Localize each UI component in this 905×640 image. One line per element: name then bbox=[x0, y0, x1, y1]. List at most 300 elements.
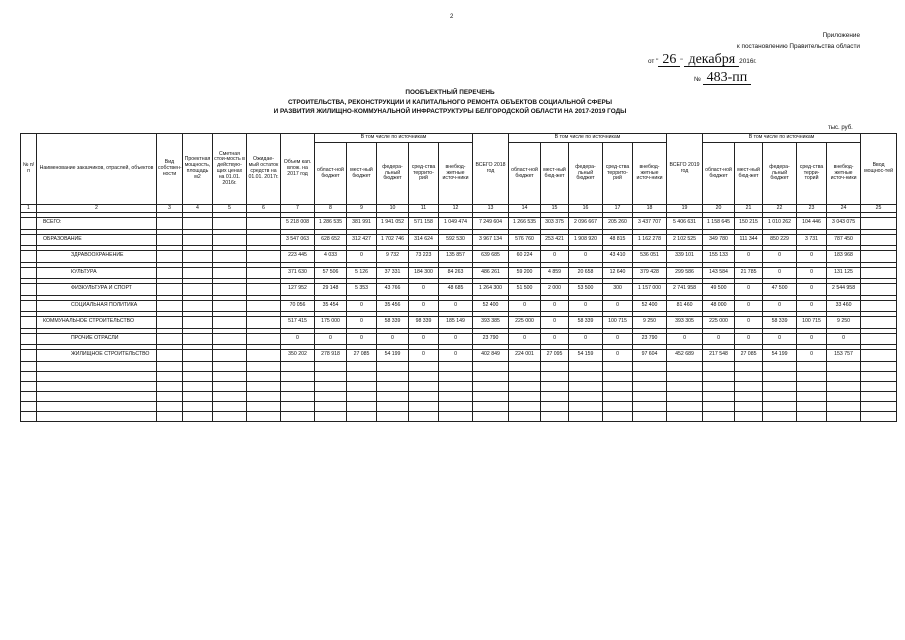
header-extrabudget-2019: внебюд-жетные источ-ники bbox=[827, 143, 861, 205]
value-cell: 314 624 bbox=[409, 234, 439, 246]
table-row bbox=[21, 317, 897, 329]
value-cell: 2 000 bbox=[541, 284, 569, 296]
value-cell: 0 bbox=[439, 300, 473, 312]
value-cell: 57 506 bbox=[315, 267, 347, 279]
value-cell: 350 202 bbox=[281, 350, 315, 362]
value-cell: 3 967 134 bbox=[473, 234, 509, 246]
empty-cell bbox=[603, 411, 633, 421]
date-day: 26 bbox=[658, 54, 680, 67]
empty-cell bbox=[509, 411, 541, 421]
value-cell: 300 bbox=[603, 284, 633, 296]
row-name: КУЛЬТУРА bbox=[37, 267, 157, 279]
empty-cell bbox=[157, 317, 183, 329]
table-body bbox=[21, 205, 897, 422]
empty-cell bbox=[569, 391, 603, 401]
value-cell: 59 200 bbox=[509, 267, 541, 279]
empty-cell bbox=[347, 401, 377, 411]
empty-cell bbox=[667, 401, 703, 411]
date-quote: " bbox=[680, 58, 683, 65]
empty-cell bbox=[213, 234, 247, 246]
value-cell: 23 790 bbox=[633, 333, 667, 345]
header-federal-2019: федера-льный бюджет bbox=[763, 143, 797, 205]
empty-cell bbox=[213, 401, 247, 411]
value-cell: 111 344 bbox=[735, 234, 763, 246]
empty-cell bbox=[213, 381, 247, 391]
value-cell bbox=[861, 218, 897, 230]
column-number: 19 bbox=[667, 205, 703, 213]
value-cell: 0 bbox=[541, 333, 569, 345]
value-cell: 2 544 958 bbox=[827, 284, 861, 296]
empty-cell bbox=[541, 401, 569, 411]
empty-cell bbox=[315, 371, 347, 381]
empty-cell bbox=[827, 381, 861, 391]
value-cell: 9 732 bbox=[377, 251, 409, 263]
header-num: № п/п bbox=[21, 134, 37, 205]
column-number: 2 bbox=[37, 205, 157, 213]
value-cell: 850 229 bbox=[763, 234, 797, 246]
value-cell: 5 406 631 bbox=[667, 218, 703, 230]
value-cell: 98 339 bbox=[409, 317, 439, 329]
value-cell: 27 085 bbox=[735, 350, 763, 362]
empty-cell bbox=[157, 350, 183, 362]
value-cell: 217 548 bbox=[703, 350, 735, 362]
empty-cell bbox=[735, 401, 763, 411]
empty-cell bbox=[247, 218, 281, 230]
empty-cell bbox=[861, 361, 897, 371]
value-cell bbox=[861, 333, 897, 345]
empty-cell bbox=[861, 381, 897, 391]
table-row bbox=[21, 218, 897, 230]
empty-cell bbox=[183, 401, 213, 411]
column-number: 25 bbox=[861, 205, 897, 213]
empty-cell bbox=[569, 401, 603, 411]
empty-cell bbox=[37, 381, 157, 391]
value-cell: 3 547 063 bbox=[281, 234, 315, 246]
appendix-decree: к постановлению Правительства области bbox=[736, 42, 860, 50]
empty-cell bbox=[603, 371, 633, 381]
empty-cell bbox=[213, 251, 247, 263]
empty-cell bbox=[763, 381, 797, 391]
value-cell bbox=[861, 251, 897, 263]
empty-row bbox=[21, 411, 897, 421]
value-cell: 628 652 bbox=[315, 234, 347, 246]
value-cell: 576 760 bbox=[509, 234, 541, 246]
value-cell: 571 158 bbox=[409, 218, 439, 230]
number-sign: № bbox=[694, 76, 701, 83]
empty-cell bbox=[861, 391, 897, 401]
row-number-cell bbox=[21, 251, 37, 263]
date-prefix: от " bbox=[648, 58, 659, 65]
empty-cell bbox=[473, 371, 509, 381]
empty-cell bbox=[667, 371, 703, 381]
empty-cell bbox=[633, 371, 667, 381]
empty-cell bbox=[763, 361, 797, 371]
empty-cell bbox=[213, 317, 247, 329]
value-cell: 225 000 bbox=[509, 317, 541, 329]
empty-cell bbox=[827, 401, 861, 411]
value-cell: 58 339 bbox=[569, 317, 603, 329]
value-cell: 143 584 bbox=[703, 267, 735, 279]
empty-cell bbox=[603, 391, 633, 401]
value-cell: 27 085 bbox=[347, 350, 377, 362]
column-number: 16 bbox=[569, 205, 603, 213]
value-cell: 393 385 bbox=[473, 317, 509, 329]
appendix-block bbox=[660, 31, 860, 52]
empty-cell bbox=[183, 350, 213, 362]
value-cell: 1 266 535 bbox=[509, 218, 541, 230]
date-month: декабря bbox=[684, 54, 739, 67]
empty-cell bbox=[667, 411, 703, 421]
value-cell: 5 218 008 bbox=[281, 218, 315, 230]
header-territory-2019: сред-ства терри-торий bbox=[797, 143, 827, 205]
empty-cell bbox=[703, 411, 735, 421]
column-number: 14 bbox=[509, 205, 541, 213]
empty-cell bbox=[183, 251, 213, 263]
column-number: 8 bbox=[315, 205, 347, 213]
header-local-2017: мест-ный бюджет bbox=[347, 143, 377, 205]
value-cell: 0 bbox=[509, 333, 541, 345]
empty-cell bbox=[157, 333, 183, 345]
empty-cell bbox=[633, 381, 667, 391]
empty-cell bbox=[281, 411, 315, 421]
header-regional-2017: област-ной бюджет bbox=[315, 143, 347, 205]
empty-cell bbox=[183, 218, 213, 230]
table-row bbox=[21, 333, 897, 345]
empty-cell bbox=[703, 361, 735, 371]
empty-cell bbox=[827, 391, 861, 401]
value-cell: 97 604 bbox=[633, 350, 667, 362]
value-cell: 52 400 bbox=[633, 300, 667, 312]
table-header bbox=[21, 134, 897, 205]
value-cell: 54 199 bbox=[763, 350, 797, 362]
value-cell: 0 bbox=[541, 251, 569, 263]
header-regional-2019: област-ной бюджет bbox=[703, 143, 735, 205]
document-subtitle-2: И РАЗВИТИЯ ЖИЛИЩНО-КОММУНАЛЬНОЙ ИНФРАСТРУКТУРЫ БЕЛГОРОДСКОЙ ОБЛАСТИ НА 2017-2019 ГОДЫ bbox=[273, 108, 627, 115]
value-cell bbox=[861, 284, 897, 296]
value-cell: 0 bbox=[763, 300, 797, 312]
empty-cell bbox=[763, 371, 797, 381]
empty-cell bbox=[281, 371, 315, 381]
empty-cell bbox=[183, 284, 213, 296]
empty-cell bbox=[667, 391, 703, 401]
value-cell: 0 bbox=[703, 333, 735, 345]
value-cell: 517 415 bbox=[281, 317, 315, 329]
value-cell: 2 102 525 bbox=[667, 234, 703, 246]
empty-cell bbox=[157, 234, 183, 246]
value-cell: 0 bbox=[439, 350, 473, 362]
row-name: ПРОЧИЕ ОТРАСЛИ bbox=[37, 333, 157, 345]
empty-row bbox=[21, 391, 897, 401]
date-year: 2016г. bbox=[739, 58, 757, 65]
value-cell: 0 bbox=[439, 333, 473, 345]
empty-cell bbox=[281, 381, 315, 391]
header-local-2018: мест-ный бюд-жет bbox=[541, 143, 569, 205]
empty-cell bbox=[861, 401, 897, 411]
value-cell: 1 702 746 bbox=[377, 234, 409, 246]
empty-cell bbox=[213, 350, 247, 362]
value-cell: 37 331 bbox=[377, 267, 409, 279]
empty-cell bbox=[37, 401, 157, 411]
empty-cell bbox=[157, 284, 183, 296]
value-cell: 224 001 bbox=[509, 350, 541, 362]
value-cell: 0 bbox=[541, 317, 569, 329]
value-cell: 299 586 bbox=[667, 267, 703, 279]
empty-cell bbox=[377, 361, 409, 371]
value-cell: 155 133 bbox=[703, 251, 735, 263]
row-number-cell bbox=[21, 317, 37, 329]
value-cell bbox=[861, 234, 897, 246]
value-cell: 127 952 bbox=[281, 284, 315, 296]
empty-cell bbox=[21, 411, 37, 421]
empty-cell bbox=[37, 391, 157, 401]
value-cell: 0 bbox=[509, 300, 541, 312]
column-number: 3 bbox=[157, 205, 183, 213]
value-cell: 0 bbox=[763, 267, 797, 279]
empty-cell bbox=[315, 411, 347, 421]
empty-cell bbox=[157, 218, 183, 230]
value-cell bbox=[861, 267, 897, 279]
empty-cell bbox=[157, 411, 183, 421]
value-cell: 52 400 bbox=[473, 300, 509, 312]
empty-row bbox=[21, 401, 897, 411]
value-cell: 9 250 bbox=[633, 317, 667, 329]
empty-cell bbox=[569, 411, 603, 421]
value-cell: 349 780 bbox=[703, 234, 735, 246]
value-cell: 393 305 bbox=[667, 317, 703, 329]
column-number: 15 bbox=[541, 205, 569, 213]
value-cell: 0 bbox=[763, 333, 797, 345]
header-total-2018: ВСЕГО 2018 год bbox=[473, 134, 509, 205]
value-cell: 54 199 bbox=[377, 350, 409, 362]
row-number-cell bbox=[21, 234, 37, 246]
empty-cell bbox=[183, 317, 213, 329]
empty-cell bbox=[183, 371, 213, 381]
value-cell: 48 000 bbox=[703, 300, 735, 312]
empty-cell bbox=[409, 401, 439, 411]
row-number-cell bbox=[21, 300, 37, 312]
value-cell: 1 158 645 bbox=[703, 218, 735, 230]
value-cell: 48 815 bbox=[603, 234, 633, 246]
row-name: ЗДРАВООХРАНЕНИЕ bbox=[37, 251, 157, 263]
row-number-cell bbox=[21, 284, 37, 296]
empty-cell bbox=[347, 381, 377, 391]
empty-cell bbox=[281, 391, 315, 401]
header-extrabudget-2018: внебюд-жетные источ-ники bbox=[633, 143, 667, 205]
empty-cell bbox=[315, 361, 347, 371]
empty-cell bbox=[509, 381, 541, 391]
empty-cell bbox=[247, 300, 281, 312]
empty-cell bbox=[735, 411, 763, 421]
document-subtitle-1: СТРОИТЕЛЬСТВА, РЕКОНСТРУКЦИИ И КАПИТАЛЬНОГО РЕМОНТА ОБЪЕКТОВ СОЦИАЛЬНОЙ СФЕРЫ bbox=[287, 99, 613, 106]
value-cell: 0 bbox=[569, 300, 603, 312]
empty-cell bbox=[157, 381, 183, 391]
value-cell: 339 101 bbox=[667, 251, 703, 263]
value-cell: 58 339 bbox=[763, 317, 797, 329]
empty-cell bbox=[213, 371, 247, 381]
empty-cell bbox=[703, 381, 735, 391]
empty-cell bbox=[763, 401, 797, 411]
column-number: 21 bbox=[735, 205, 763, 213]
empty-cell bbox=[377, 401, 409, 411]
value-cell: 312 427 bbox=[347, 234, 377, 246]
header-federal-2018: федера-льный бюджет bbox=[569, 143, 603, 205]
value-cell: 43 410 bbox=[603, 251, 633, 263]
header-territory-2017: сред-ства террито-рий bbox=[409, 143, 439, 205]
empty-cell bbox=[509, 391, 541, 401]
empty-cell bbox=[735, 391, 763, 401]
empty-cell bbox=[797, 361, 827, 371]
empty-cell bbox=[603, 381, 633, 391]
value-cell: 47 500 bbox=[763, 284, 797, 296]
value-cell: 0 bbox=[347, 333, 377, 345]
empty-cell bbox=[247, 284, 281, 296]
value-cell: 381 991 bbox=[347, 218, 377, 230]
empty-cell bbox=[827, 361, 861, 371]
value-cell: 70 056 bbox=[281, 300, 315, 312]
column-number-row bbox=[21, 205, 897, 213]
value-cell bbox=[861, 350, 897, 362]
empty-cell bbox=[247, 317, 281, 329]
decree-number bbox=[694, 72, 751, 85]
empty-cell bbox=[797, 401, 827, 411]
empty-cell bbox=[21, 401, 37, 411]
header-group-2019: В том числе по источникам bbox=[703, 134, 861, 143]
value-cell: 3 437 707 bbox=[633, 218, 667, 230]
empty-cell bbox=[157, 251, 183, 263]
empty-cell bbox=[183, 267, 213, 279]
empty-cell bbox=[247, 361, 281, 371]
value-cell: 0 bbox=[377, 333, 409, 345]
empty-cell bbox=[473, 381, 509, 391]
value-cell: 0 bbox=[409, 300, 439, 312]
row-number-cell bbox=[21, 267, 37, 279]
empty-cell bbox=[439, 371, 473, 381]
header-commissioning: Ввод мощнос-тей bbox=[861, 134, 897, 205]
empty-cell bbox=[569, 371, 603, 381]
value-cell: 0 bbox=[569, 333, 603, 345]
header-remainder: Ожидае-мый остаток средств на 01.01. 2017г. bbox=[247, 134, 281, 205]
number-value: 483-пп bbox=[703, 72, 752, 85]
value-cell: 402 849 bbox=[473, 350, 509, 362]
value-cell: 0 bbox=[347, 317, 377, 329]
column-number: 23 bbox=[797, 205, 827, 213]
empty-cell bbox=[213, 218, 247, 230]
row-name: ВСЕГО: bbox=[37, 218, 157, 230]
value-cell: 21 785 bbox=[735, 267, 763, 279]
value-cell: 0 bbox=[797, 300, 827, 312]
header-group-2018: В том числе по источникам bbox=[509, 134, 667, 143]
value-cell: 100 715 bbox=[797, 317, 827, 329]
value-cell: 1 157 000 bbox=[633, 284, 667, 296]
header-territory-2018: сред-ства террито-рий bbox=[603, 143, 633, 205]
empty-cell bbox=[347, 411, 377, 421]
empty-cell bbox=[377, 371, 409, 381]
value-cell: 0 bbox=[735, 317, 763, 329]
units-label: тыс. руб. bbox=[828, 125, 853, 131]
value-cell: 48 685 bbox=[439, 284, 473, 296]
empty-cell bbox=[409, 371, 439, 381]
row-name: КОММУНАЛЬНОЕ СТРОИТЕЛЬСТВО bbox=[37, 317, 157, 329]
header-name: Наименование заказчиков, отраслей, объектов bbox=[37, 134, 157, 205]
value-cell: 7 249 604 bbox=[473, 218, 509, 230]
value-cell: 787 450 bbox=[827, 234, 861, 246]
value-cell: 1 264 300 bbox=[473, 284, 509, 296]
empty-cell bbox=[569, 381, 603, 391]
empty-cell bbox=[797, 391, 827, 401]
column-number: 22 bbox=[763, 205, 797, 213]
table-row bbox=[21, 251, 897, 263]
empty-cell bbox=[315, 391, 347, 401]
empty-cell bbox=[633, 401, 667, 411]
empty-cell bbox=[409, 361, 439, 371]
empty-cell bbox=[247, 391, 281, 401]
page-number: 2 bbox=[450, 14, 454, 20]
value-cell: 54 159 bbox=[569, 350, 603, 362]
empty-cell bbox=[473, 411, 509, 421]
empty-cell bbox=[473, 401, 509, 411]
empty-cell bbox=[409, 391, 439, 401]
value-cell: 0 bbox=[603, 300, 633, 312]
funding-table bbox=[20, 133, 897, 422]
empty-cell bbox=[247, 234, 281, 246]
empty-cell bbox=[157, 300, 183, 312]
empty-cell bbox=[37, 411, 157, 421]
empty-cell bbox=[569, 361, 603, 371]
header-extrabudget-2017: внебюд-жетные источ-ники bbox=[439, 143, 473, 205]
value-cell: 2 096 667 bbox=[569, 218, 603, 230]
empty-cell bbox=[541, 391, 569, 401]
column-number: 12 bbox=[439, 205, 473, 213]
table-row bbox=[21, 350, 897, 362]
value-cell: 183 968 bbox=[827, 251, 861, 263]
value-cell: 175 000 bbox=[315, 317, 347, 329]
empty-cell bbox=[473, 361, 509, 371]
empty-cell bbox=[439, 411, 473, 421]
value-cell: 5 126 bbox=[347, 267, 377, 279]
empty-cell bbox=[797, 411, 827, 421]
value-cell: 12 640 bbox=[603, 267, 633, 279]
value-cell: 0 bbox=[281, 333, 315, 345]
column-number: 11 bbox=[409, 205, 439, 213]
value-cell: 84 263 bbox=[439, 267, 473, 279]
empty-cell bbox=[377, 381, 409, 391]
empty-cell bbox=[157, 267, 183, 279]
value-cell bbox=[861, 317, 897, 329]
header-total-2019: ВСЕГО 2019 год bbox=[667, 134, 703, 205]
value-cell: 0 bbox=[797, 333, 827, 345]
empty-cell bbox=[183, 234, 213, 246]
empty-cell bbox=[509, 361, 541, 371]
empty-cell bbox=[281, 401, 315, 411]
value-cell: 33 460 bbox=[827, 300, 861, 312]
value-cell: 0 bbox=[569, 251, 603, 263]
empty-cell bbox=[347, 371, 377, 381]
value-cell: 0 bbox=[409, 284, 439, 296]
value-cell: 23 790 bbox=[473, 333, 509, 345]
value-cell: 27 095 bbox=[541, 350, 569, 362]
empty-cell bbox=[735, 381, 763, 391]
value-cell: 3 043 075 bbox=[827, 218, 861, 230]
value-cell: 0 bbox=[347, 300, 377, 312]
header-local-2019: мест-ный бюд-жет bbox=[735, 143, 763, 205]
empty-cell bbox=[541, 361, 569, 371]
empty-cell bbox=[439, 361, 473, 371]
column-number: 17 bbox=[603, 205, 633, 213]
value-cell: 0 bbox=[797, 251, 827, 263]
value-cell: 0 bbox=[347, 251, 377, 263]
empty-cell bbox=[633, 361, 667, 371]
empty-cell bbox=[797, 381, 827, 391]
